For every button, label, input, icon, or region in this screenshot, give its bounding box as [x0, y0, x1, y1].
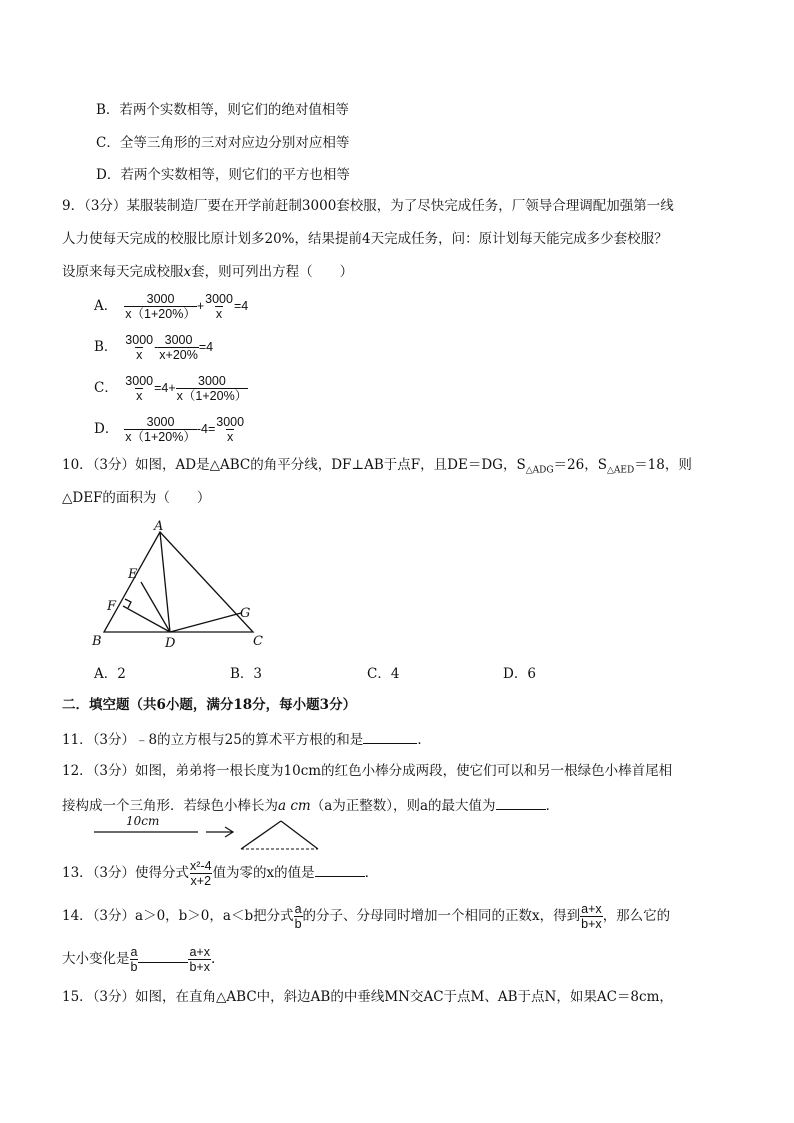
label-b: B [92, 634, 102, 649]
q8-option-d: D．若两个实数相等，则它们的平方也相等 [96, 167, 350, 183]
q10-score: （3分） [92, 457, 136, 473]
triangle-abc [104, 532, 253, 632]
denominator: x（1+20%） [125, 307, 196, 321]
q11-number: 11． [62, 732, 93, 748]
denominator: b [130, 960, 138, 974]
option-label: A． [94, 298, 118, 314]
q9-option-c [94, 370, 248, 406]
q12-text-2b: （a为正整数），则a的最大值为 [310, 798, 496, 814]
label-a: A [154, 519, 164, 534]
q11-end: ． [417, 732, 431, 748]
q12-end: ． [545, 798, 560, 814]
denominator: x+20% [159, 348, 198, 362]
q10-subscript-2: △AED [606, 465, 635, 476]
denominator: x（1+20%） [176, 389, 248, 403]
denominator: b+x [189, 960, 210, 974]
q10-answer-a: A．2 [94, 666, 126, 682]
q9-text-3a: 设原来每天完成校服 [62, 264, 184, 280]
numerator: a+x [189, 945, 210, 959]
fraction [294, 902, 303, 931]
operator: =4+ [154, 381, 176, 395]
operator: - [154, 340, 159, 354]
denominator: x [136, 389, 143, 403]
q13-text-post: 值为零的x的值是 [212, 865, 315, 881]
numerator: 3000 [146, 292, 175, 306]
q10-answer-c: C．4 [367, 666, 400, 682]
denominator: x+2 [190, 874, 212, 888]
fraction [215, 415, 245, 444]
fraction [188, 945, 211, 974]
denominator: x [227, 430, 234, 444]
right-angle-mark [125, 599, 131, 608]
q15-number: 15． [62, 989, 93, 1005]
numerator: 3000 [216, 415, 245, 429]
q9-line1 [62, 197, 674, 215]
q9-text-1: 某服装制造厂要在开学前赶制3000套校服，为了尽快完成任务，厂领导合理调配加强第一线 [126, 198, 674, 214]
fraction [130, 945, 139, 974]
denominator: x [136, 348, 143, 362]
fraction [176, 374, 249, 403]
fraction [158, 333, 199, 362]
fraction [124, 292, 197, 321]
label-d: D [165, 636, 176, 651]
numerator: 3000 [146, 415, 175, 429]
q15-score: （3分） [92, 989, 136, 1005]
q9-text-3b: 套，则可列出方程（ ） [191, 264, 354, 280]
triangle-side-1 [241, 821, 281, 849]
q13-end: ． [364, 865, 379, 881]
numerator: a+x [581, 902, 602, 916]
q8-option-b: B．若两个实数相等，则它们的绝对值相等 [96, 102, 349, 118]
q9-option-d [94, 411, 245, 447]
numerator: a [130, 945, 138, 959]
stick-length-label: 10cm [126, 814, 160, 828]
label-g: G [240, 606, 251, 621]
operator: =4 [233, 299, 249, 313]
numerator: 3000 [198, 374, 226, 388]
q9-option-b [94, 329, 213, 365]
q9-number: 9． [62, 198, 85, 214]
numerator: 3000 [205, 292, 233, 306]
q12-line1 [62, 762, 672, 780]
fraction [124, 374, 154, 403]
denominator: b+x [581, 917, 602, 931]
q10-subscript-1: △ADG [525, 465, 554, 476]
q14-end: . [210, 951, 216, 967]
numerator: 3000 [125, 333, 154, 347]
q12-score: （3分） [92, 763, 136, 779]
q10-answer-d: D．6 [503, 666, 536, 682]
numerator: x²-4 [190, 859, 212, 873]
operator: -4= [196, 422, 216, 436]
q12-var: a cm [278, 798, 311, 814]
q13-text-pre: 使得分式 [135, 865, 190, 881]
q10-answer-b: B．3 [230, 666, 263, 682]
q11 [62, 729, 431, 749]
q10-text-1: 如图，AD是△ABC的角平分线，DF⊥AB于点F，且DE＝DG，S [135, 457, 526, 473]
q13-number: 13． [62, 865, 93, 881]
q12-stick-figure [88, 812, 323, 852]
q11-text: ﹣8的立方根与25的算术平方根的和是 [135, 732, 364, 748]
numerator: 3000 [125, 374, 154, 388]
q11-score: （3分） [92, 732, 136, 748]
segment-dg [170, 613, 241, 632]
q14-text-pre: a＞0，b＞0，a＜b把分式 [135, 908, 294, 924]
q12-text-1: 如图，弟弟将一根长度为10cm的红色小棒分成两段，使它们可以和另一根绿色小棒首尾相 [135, 763, 673, 779]
q12-text-2a: 接构成一个三角形．若绿色小棒长为 [62, 798, 278, 814]
answer-blank[interactable] [363, 729, 417, 744]
answer-blank[interactable] [315, 862, 365, 877]
q14-text-2: 大小变化是 [62, 951, 130, 967]
fraction [124, 333, 154, 362]
q13-score: （3分） [92, 865, 136, 881]
q15 [62, 988, 673, 1006]
option-label: B． [94, 339, 118, 355]
q14-line1 [62, 898, 670, 934]
fraction [189, 859, 213, 888]
q10-line2: △DEF的面积为（ ） [62, 490, 211, 506]
option-label: C． [94, 380, 118, 396]
section-2-heading: 二．填空题（共6小题，满分18分，每小题3分） [62, 697, 357, 713]
operator: =4 [198, 340, 214, 354]
q8-option-c: C．全等三角形的三对对应边分别对应相等 [96, 135, 350, 151]
label-f: F [107, 599, 117, 614]
fraction [580, 902, 603, 931]
q15-text: 如图，在直角△ABC中，斜边AB的中垂线MN交AC于点M、AB于点N，如果AC＝8cm， [135, 989, 673, 1005]
fraction [204, 292, 234, 321]
q14-score: （3分） [92, 908, 136, 924]
q14-text-mid: 的分子、分母同时增加一个相同的正数x，得到 [302, 908, 581, 924]
q9-option-a [94, 288, 248, 324]
answer-blank[interactable] [138, 952, 188, 963]
label-e: E [128, 567, 138, 582]
q10-number: 10． [62, 457, 93, 473]
option-label: D． [94, 421, 119, 437]
denominator: x（1+20%） [125, 430, 196, 444]
q10-text-3: ＝18，则 [634, 457, 692, 473]
denominator: x [215, 307, 223, 321]
q14-number: 14． [62, 908, 93, 924]
q14-line2 [62, 941, 215, 977]
numerator: 3000 [164, 333, 193, 347]
q9-var-x: x [183, 264, 192, 280]
q10-triangle-figure [88, 518, 278, 653]
q14-text-post: ，那么它的 [602, 908, 671, 924]
operator: + [196, 299, 205, 313]
q10-text-2: ＝26，S [553, 457, 607, 473]
label-c: C [253, 634, 263, 649]
q9-line2: 人力使每天完成的校服比原计划多20%，结果提前4天完成任务，问：原计划每天能完成多少套校服？ [62, 231, 668, 247]
q12-number: 12． [62, 763, 93, 779]
q10-line1 [62, 456, 692, 480]
q13 [62, 855, 378, 891]
q9-score: （3分） [84, 198, 127, 214]
q9-line3 [62, 263, 353, 281]
denominator: b [294, 917, 302, 931]
answer-blank[interactable] [496, 795, 546, 810]
triangle-side-2 [281, 821, 318, 849]
fraction [124, 415, 197, 444]
numerator: a [294, 902, 302, 916]
